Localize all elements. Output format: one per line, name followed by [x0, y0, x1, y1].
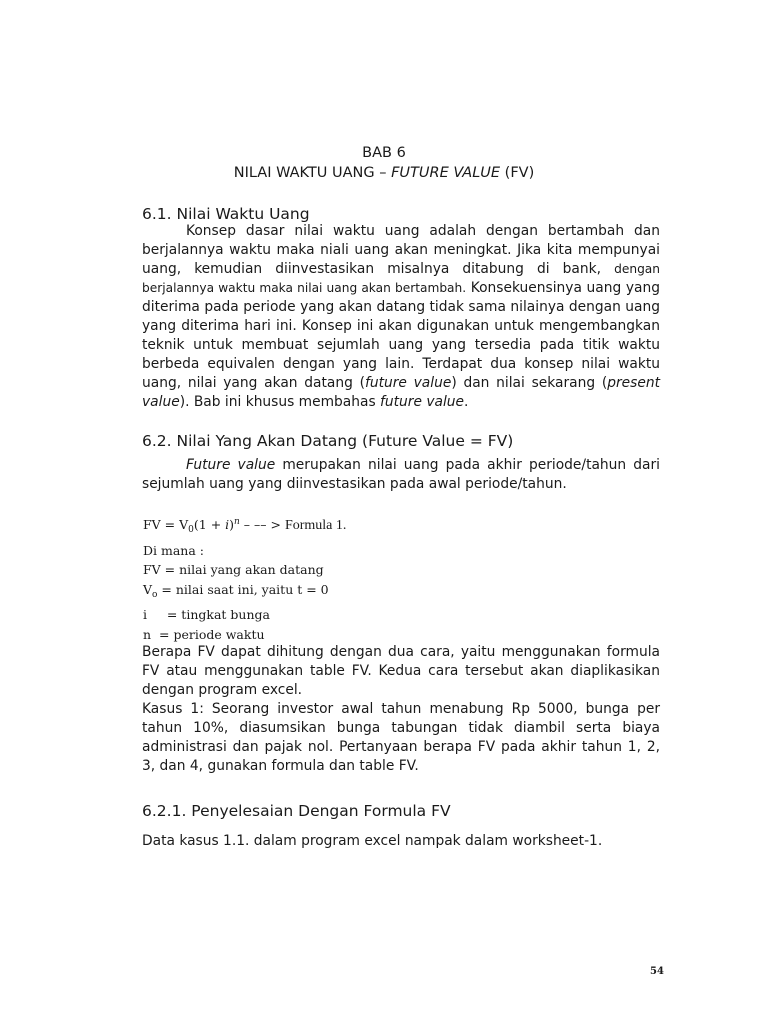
para-italic: Future value: [186, 457, 276, 473]
formula-def-i: i = tingkat bunga: [143, 607, 270, 622]
formula-def-n: n = periode waktu: [143, 626, 265, 642]
section-paragraph-6-2: [142, 456, 660, 494]
para-text: ) dan nilai sekarang (: [451, 375, 608, 391]
chapter-title-suffix: (FV): [500, 165, 535, 181]
section-heading-6-1: 6.1. Nilai Waktu Uang: [142, 205, 310, 223]
section-heading-6-2: 6.2. Nilai Yang Akan Datang (Future Value = FV): [142, 432, 514, 450]
para-text: Konsekuensinya uang yang diterima pada periode yang akan datang tidak sama nilainya dengan uang yang diterima hari ini. Konsep ini akan digunakan untuk mengembangkan teknik untuk membuat sejumlah uang yang tersedia pada titik waktu berbeda equivalen dengan yang lain. Terdapat dua konsep nilai waktu uang, nilai yang akan datang (: [142, 280, 660, 391]
formula-def-fv: FV = nilai yang akan datang: [143, 562, 324, 577]
formula-exponent: n: [234, 517, 240, 527]
formula-label: Formula 1.: [284, 518, 347, 533]
chapter-label: BAB 6: [362, 145, 406, 161]
section-heading-6-2-1: 6.2.1. Penyelesaian Dengan Formula FV: [142, 802, 451, 820]
chapter-title-prefix: NILAI WAKTU UANG –: [233, 165, 392, 181]
chapter-title: [0, 165, 768, 181]
page-number: 54: [650, 966, 664, 977]
chapter-title-italic: FUTURE VALUE: [391, 165, 501, 181]
fv-formula-block: [143, 513, 503, 644]
para-text: Konsep dasar nilai waktu uang adalah dengan bertambah dan berjalannya waktu maka niali uang akan meningkat. Jika kita mempunyai uang, kemudian diinvestasikan misalnya ditabung di bank,: [142, 223, 660, 277]
para-text: .: [464, 394, 469, 410]
para-italic: future value: [380, 394, 465, 410]
formula-def-v0: $V_o$ = nilai saat ini, yaitu t = 0: [143, 581, 329, 600]
formula-subscript: 0: [188, 525, 194, 535]
fv-formula: FV = $V_0(1 + i)^n$ – –– > Formula 1.: [143, 517, 347, 535]
para-italic: future value: [364, 375, 452, 391]
para-text: merupakan nilai uang pada akhir periode/tahun dari sejumlah uang yang diinvestasikan pada awal periode/tahun.: [142, 457, 661, 492]
section-paragraph-6-1: [142, 222, 660, 412]
para-text-small: dengan berjalannya waktu maka nilai uang akan bertambah.: [142, 262, 660, 295]
section-paragraph-6-2-1: Data kasus 1.1. dalam program excel nampak dalam worksheet-1.: [142, 833, 603, 849]
paragraph-case-1: Kasus 1: Seorang investor awal tahun menabung Rp 5000, bunga per tahun 10%, diasumsikan bunga tabungan tidak diambil serta biaya administrasi dan pajak nol. Pertanyaan berapa FV pada akhir tahun 1, 2, 3, dan 4, gunakan formula dan table FV.: [142, 701, 660, 774]
para-italic: present value: [142, 375, 660, 410]
paragraph-methods: Berapa FV dapat dihitung dengan dua cara, yaitu menggunakan formula FV atau menggunakan table FV. Kedua cara tersebut akan diaplikasikan dengan program excel.: [142, 644, 660, 698]
formula-dimana: Di mana :: [143, 542, 204, 558]
para-text: ). Bab ini khusus membahas: [179, 394, 381, 410]
